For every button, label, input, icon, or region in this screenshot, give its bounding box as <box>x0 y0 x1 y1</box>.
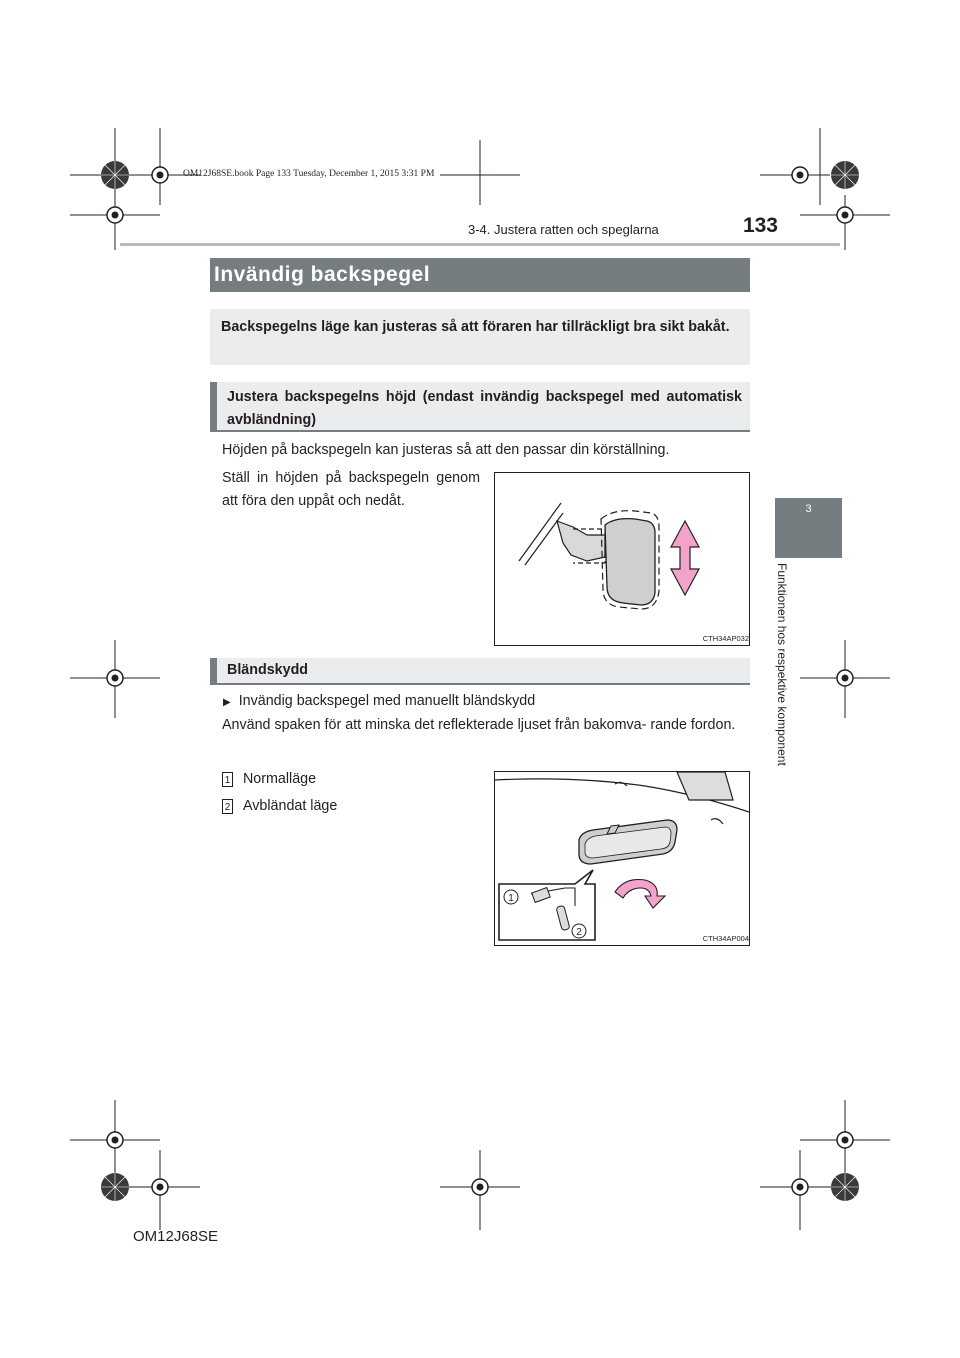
chapter-title: Funktionen hos respektive komponent <box>775 563 789 766</box>
antiglare-bullet <box>223 690 753 714</box>
book-stamp: OM12J68SE.book Page 133 Tuesday, December 1, 2015 3:31 PM <box>183 169 435 179</box>
antiglare-bullet-text: Invändig backspegel med manuellt bländskydd <box>238 693 536 709</box>
chapter-number: 3 <box>805 503 812 515</box>
header-rule <box>120 243 840 246</box>
mirror-height-illustration <box>495 473 749 645</box>
height-instruction: Ställ in höjden på backspegeln genom att föra den uppåt och nedåt. <box>222 470 480 509</box>
item-number-box: 1 <box>222 772 233 787</box>
height-paragraph: Höjden på backspegeln kan justeras så att den passar din körställning. <box>222 442 670 458</box>
figure-code: CTH34AP032 <box>702 634 749 643</box>
antiglare-item-2 <box>222 795 482 818</box>
mirror-height-figure <box>494 472 750 646</box>
page-number: 133 <box>742 214 778 237</box>
chapter-title-vertical <box>775 563 807 823</box>
antiglare-figure <box>494 771 750 946</box>
antiglare-illustration <box>495 772 749 945</box>
callout-number-2: 2 <box>576 927 582 938</box>
footer-doc-code: OM12J68SE <box>133 1228 219 1245</box>
item-label: Normalläge <box>242 771 317 787</box>
antiglare-paragraph: Använd spaken för att minska det reflekterade ljuset från bakomva- rande fordon. <box>222 717 736 733</box>
figure-code: CTH34AP004 <box>702 934 749 943</box>
height-section-heading: Justera backspegelns höjd (endast invändig backspegel med automatisk avbländning) <box>210 382 750 432</box>
page-title: Invändig backspegel <box>210 258 750 292</box>
antiglare-item-1 <box>222 768 482 791</box>
callout-number-1: 1 <box>508 893 514 904</box>
antiglare-heading: Bländskydd <box>210 658 750 685</box>
item-number-box: 2 <box>222 799 233 814</box>
item-label: Avbländat läge <box>242 798 338 814</box>
intro-box: Backspegelns läge kan justeras så att föraren har tillräckligt bra sikt bakåt. <box>210 309 750 365</box>
triangle-bullet-icon: ▶ <box>223 697 231 708</box>
section-title: 3-4. Justera ratten och speglarna <box>468 222 659 237</box>
